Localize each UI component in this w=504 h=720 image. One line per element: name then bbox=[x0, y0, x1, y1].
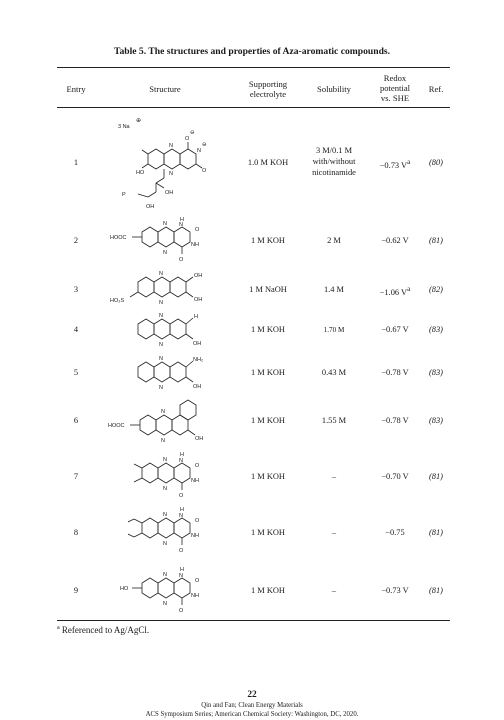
s7-methyl-bottom bbox=[134, 478, 142, 482]
s2-nh-label: NH bbox=[191, 242, 199, 248]
row1-ref: (80) bbox=[429, 158, 443, 167]
s2-ring-pyrimidine bbox=[174, 227, 190, 247]
s3-oh-bottom: OH bbox=[194, 297, 203, 303]
row9-entry: 9 bbox=[73, 586, 79, 595]
s1-ho-label: HO bbox=[136, 170, 145, 176]
row6-redox bbox=[366, 415, 424, 426]
row8-entry: 8 bbox=[73, 528, 79, 537]
s3-so3h-label: HO₃S bbox=[110, 298, 125, 304]
s9-ring-pyrazine bbox=[158, 578, 174, 598]
row1-structure bbox=[100, 112, 230, 212]
s1-n-right: N bbox=[197, 148, 201, 154]
s1-oh-label: OH bbox=[165, 190, 174, 196]
s5-oh-label: OH bbox=[193, 384, 202, 390]
s9-o-right: O bbox=[195, 578, 200, 584]
row7-redox-value: −0.70 V bbox=[381, 472, 409, 481]
s7-n-top: N bbox=[163, 457, 167, 463]
row8-structure bbox=[100, 505, 230, 553]
s8-n-top: N bbox=[163, 512, 167, 518]
header-entry: Entry bbox=[66, 84, 86, 94]
s1-o-top: O bbox=[185, 136, 190, 142]
s2-ring-pyrazine bbox=[158, 227, 174, 247]
footer-authors: Qin and Fan; Clean Energy Materials bbox=[201, 702, 303, 709]
s6-ring-right bbox=[172, 415, 188, 435]
row1-entry: 1 bbox=[73, 158, 79, 167]
s4-h-label: H bbox=[194, 314, 198, 320]
s7-n-bottom: N bbox=[163, 486, 167, 492]
s5-oh-bond bbox=[186, 377, 193, 382]
footer-series: ACS Symposium Series; American Chemical Society: Washington, DC, 2020. bbox=[145, 711, 359, 718]
row1-solubility-line3: nicotinamide bbox=[312, 168, 356, 177]
row1-solubility bbox=[302, 145, 366, 178]
s3-oh-top: OH bbox=[194, 273, 203, 279]
row7-electrolyte: 1 M KOH bbox=[251, 472, 285, 481]
s1-phosphate-bond bbox=[138, 194, 148, 197]
row7-ref: (81) bbox=[429, 472, 443, 481]
s2-n-bottom: N bbox=[163, 250, 167, 256]
s8-o-right: O bbox=[195, 518, 200, 524]
s5-nh2-bond bbox=[186, 361, 193, 367]
header-redox-line3: vs. SHE bbox=[380, 93, 410, 103]
row9-solubility: – bbox=[331, 586, 337, 595]
row6-ref: (83) bbox=[429, 416, 443, 425]
row3-redox bbox=[366, 284, 424, 298]
row9-electrolyte: 1 M KOH bbox=[251, 586, 285, 595]
s1-minus-top: ⊖ bbox=[190, 130, 195, 136]
s6-oh-label: OH bbox=[195, 436, 204, 442]
row3-redox-value: −1.06 V bbox=[379, 287, 408, 297]
s5-ring-right bbox=[170, 362, 186, 382]
row4-entry: 4 bbox=[73, 325, 79, 334]
row3-structure bbox=[100, 266, 230, 308]
s8-methoxy-top-methyl bbox=[128, 519, 134, 522]
s1-na-label: 3 Na bbox=[118, 124, 130, 130]
table-top-rule bbox=[57, 67, 450, 68]
s7-ring-benzene bbox=[142, 463, 158, 483]
row4-redox bbox=[366, 324, 424, 335]
row1-redox-value: −0.73 V bbox=[379, 160, 408, 170]
row9-ref: (81) bbox=[429, 586, 443, 595]
s1-ring-pyrazine bbox=[164, 149, 180, 169]
s6-ring-left bbox=[140, 415, 156, 435]
row4-redox-value: −0.67 V bbox=[381, 325, 409, 334]
s7-ring-pyrazine bbox=[158, 463, 174, 483]
s1-o-right: O bbox=[202, 168, 207, 174]
s7-o-right: O bbox=[195, 463, 200, 469]
s1-methyl-bottom bbox=[142, 164, 148, 168]
row1-solubility-line2: with/without bbox=[312, 157, 356, 166]
s6-ring-middle bbox=[156, 415, 172, 435]
footnote-mark: a bbox=[57, 625, 60, 631]
s8-ring-pyrazine bbox=[158, 518, 174, 538]
s9-h-label: H bbox=[180, 567, 184, 573]
row9-structure bbox=[100, 563, 230, 613]
row8-redox-value: −0.75 bbox=[385, 528, 405, 537]
s8-ring-pyrimidine bbox=[174, 518, 190, 538]
row5-solubility: 0.43 M bbox=[321, 368, 347, 377]
row3-entry: 3 bbox=[73, 285, 79, 294]
row1-solubility-line1: 3 M/0.1 M bbox=[315, 146, 353, 155]
row5-redox-value: −0.78 V bbox=[381, 368, 409, 377]
s8-n-bottom: N bbox=[163, 541, 167, 547]
row1-electrolyte: 1.0 M KOH bbox=[247, 158, 289, 167]
s8-h-label: H bbox=[180, 507, 184, 513]
s3-ring-left bbox=[138, 277, 154, 297]
s6-cooh-label: HOOC bbox=[108, 423, 125, 429]
s1-oh-bottom: OH bbox=[146, 204, 155, 210]
s8-methoxy-bottom-methyl bbox=[128, 534, 134, 537]
header-solubility: Solubility bbox=[317, 84, 351, 94]
header-supporting-line1: Supporting bbox=[248, 79, 288, 89]
row9-redox bbox=[366, 585, 424, 596]
row3-solubility: 1.4 M bbox=[323, 285, 344, 294]
s2-o-right: O bbox=[195, 227, 200, 233]
row4-solubility: 1.70 M bbox=[323, 326, 345, 334]
s1-minus-right: ⊖ bbox=[202, 142, 207, 148]
row4-electrolyte: 1 M KOH bbox=[251, 325, 285, 334]
page-number: 22 bbox=[247, 690, 257, 700]
row5-entry: 5 bbox=[73, 368, 79, 377]
s2-o-bottom: O bbox=[179, 257, 184, 262]
s4-h-bond bbox=[186, 318, 193, 324]
s7-ring-pyrimidine bbox=[174, 463, 190, 483]
s9-n-upper: N bbox=[179, 573, 183, 579]
row6-solubility: 1.55 M bbox=[321, 416, 347, 425]
row3-redox-footnote-mark: a bbox=[407, 285, 411, 293]
row6-electrolyte: 1 M KOH bbox=[251, 416, 285, 425]
s8-methoxy-top bbox=[134, 519, 142, 523]
header-supporting-line2: electrolyte bbox=[249, 89, 287, 99]
s9-ring-pyrimidine bbox=[174, 578, 190, 598]
row2-ref: (81) bbox=[429, 236, 443, 245]
row5-ref: (83) bbox=[429, 368, 443, 377]
row2-electrolyte: 1 M KOH bbox=[251, 236, 285, 245]
s9-ho-label: HO bbox=[120, 586, 129, 592]
row5-structure bbox=[100, 351, 230, 393]
footnote-text: Referenced to Ag/AgCl. bbox=[59, 625, 150, 635]
row1-redox-footnote-mark: a bbox=[407, 158, 411, 166]
s7-n-upper: N bbox=[179, 458, 183, 464]
header-supporting-electrolyte bbox=[232, 79, 304, 99]
row5-electrolyte: 1 M KOH bbox=[251, 368, 285, 377]
s1-ribityl-chain-4 bbox=[148, 192, 156, 197]
row2-redox-value: −0.62 V bbox=[381, 236, 409, 245]
s4-n-bottom: N bbox=[159, 342, 163, 348]
s4-ring-middle bbox=[154, 319, 170, 339]
s1-ring-pyrimidine bbox=[180, 149, 196, 169]
row2-entry: 2 bbox=[73, 236, 79, 245]
row3-ref: (82) bbox=[429, 285, 443, 294]
row7-structure bbox=[100, 450, 230, 498]
table-footnote bbox=[57, 625, 149, 635]
s3-so3h-bond bbox=[130, 292, 138, 297]
s3-oh-top-bond bbox=[186, 277, 193, 282]
s3-ring-right bbox=[170, 277, 186, 297]
row7-entry: 7 bbox=[73, 472, 79, 481]
row2-redox bbox=[366, 235, 424, 246]
header-redox-potential bbox=[366, 73, 424, 103]
s1-plus-label: ⊕ bbox=[136, 118, 142, 124]
s6-ring-top bbox=[180, 400, 196, 420]
row4-ref: (83) bbox=[429, 325, 443, 334]
s2-ring-benzene bbox=[142, 227, 158, 247]
row7-redox bbox=[366, 471, 424, 482]
s1-methyl-top bbox=[142, 150, 148, 154]
s2-cooh-label: HOOC bbox=[110, 235, 127, 241]
s1-ring-benzene bbox=[148, 149, 164, 169]
s8-methoxy-bottom bbox=[134, 533, 142, 537]
s8-o-bottom: O bbox=[179, 548, 184, 553]
header-structure: Structure bbox=[149, 84, 181, 94]
s8-n-upper: N bbox=[179, 513, 183, 519]
s5-ring-middle bbox=[154, 362, 170, 382]
s1-n-top: N bbox=[169, 143, 173, 149]
row3-electrolyte: 1 M NaOH bbox=[249, 285, 287, 294]
s3-n-top: N bbox=[159, 271, 163, 277]
s9-o-bottom: O bbox=[179, 608, 184, 613]
s2-n-upper: N bbox=[179, 222, 183, 228]
s3-oh-bottom-bond bbox=[186, 292, 193, 297]
s9-n-bottom: N bbox=[163, 601, 167, 607]
s5-n-bottom: N bbox=[159, 385, 163, 391]
row4-structure bbox=[100, 308, 230, 350]
s8-ring-benzene bbox=[142, 518, 158, 538]
row2-structure bbox=[100, 214, 230, 262]
s6-oh-bond bbox=[188, 430, 195, 435]
row6-entry: 6 bbox=[73, 416, 79, 425]
s1-p-label: P bbox=[122, 192, 126, 198]
s9-n-top: N bbox=[163, 572, 167, 578]
table-header-rule bbox=[57, 107, 450, 108]
s3-ring-middle bbox=[154, 277, 170, 297]
header-redox-line2: potential bbox=[379, 83, 411, 93]
row6-redox-value: −0.78 V bbox=[381, 416, 409, 425]
s2-h-label: H bbox=[180, 217, 184, 223]
s4-ring-right bbox=[170, 319, 186, 339]
s5-n-top: N bbox=[159, 356, 163, 362]
s4-n-top: N bbox=[159, 313, 163, 319]
row8-redox bbox=[366, 527, 424, 538]
row6-structure bbox=[100, 393, 230, 443]
s6-n-bottom: N bbox=[161, 438, 165, 443]
s8-nh-label: NH bbox=[191, 533, 199, 539]
row9-redox-value: −0.73 V bbox=[381, 586, 409, 595]
s7-h-label: H bbox=[180, 452, 184, 458]
s1-ribityl-oh-bond bbox=[156, 183, 164, 188]
row2-solubility: 2 M bbox=[327, 236, 341, 245]
s5-nh2-label: NH₂ bbox=[193, 357, 204, 363]
row8-ref: (81) bbox=[429, 528, 443, 537]
row1-redox bbox=[366, 157, 424, 171]
s1-ribityl-chain-2 bbox=[156, 178, 164, 183]
table-bottom-rule bbox=[57, 620, 450, 621]
s9-ring-benzene bbox=[142, 578, 158, 598]
table-caption: Table 5. The structures and properties of Aza-aromatic compounds. bbox=[113, 46, 391, 57]
s4-oh-label: OH bbox=[193, 341, 202, 347]
row8-solubility: – bbox=[331, 528, 337, 537]
s4-ring-left bbox=[138, 319, 154, 339]
row8-electrolyte: 1 M KOH bbox=[251, 528, 285, 537]
header-redox-line1: Redox bbox=[383, 73, 407, 83]
row7-solubility: – bbox=[331, 472, 337, 481]
s1-n-bottom: N bbox=[169, 171, 173, 177]
s2-n-top: N bbox=[163, 221, 167, 227]
header-ref: Ref. bbox=[428, 84, 444, 94]
s9-nh-label: NH bbox=[191, 593, 199, 599]
s7-nh-label: NH bbox=[191, 478, 199, 484]
s4-oh-bond bbox=[186, 334, 193, 339]
s6-n-top: N bbox=[161, 409, 165, 415]
s5-ring-left bbox=[138, 362, 154, 382]
s7-o-bottom: O bbox=[179, 493, 184, 498]
s3-n-bottom: N bbox=[159, 300, 163, 306]
row5-redox bbox=[366, 367, 424, 378]
s7-methyl-top bbox=[134, 464, 142, 468]
